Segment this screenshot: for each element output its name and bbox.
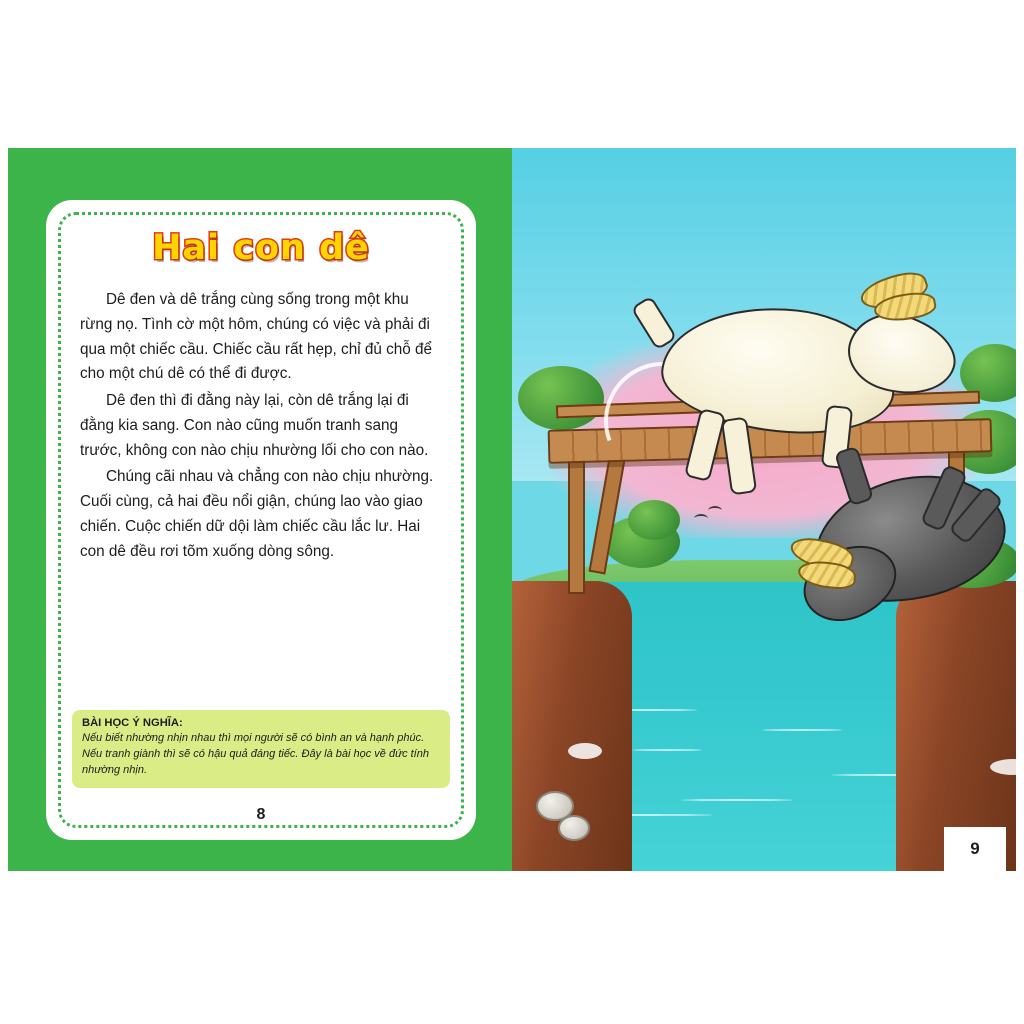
lesson-box bbox=[72, 710, 450, 788]
book-spread bbox=[8, 148, 1016, 871]
page-number-right: 9 bbox=[970, 839, 980, 858]
story-paragraph: Chúng cãi nhau và chẳng con nào chịu nhường. Cuối cùng, cả hai đều nổi giận, chúng lao vào giao chiến. Cuộc chiến dữ dội làm chiếc cầu lắc lư. Hai con dê đều rơi tõm xuống dòng sông. bbox=[80, 468, 434, 560]
story-text-card bbox=[46, 200, 476, 840]
rock bbox=[558, 815, 590, 841]
bird-icon bbox=[694, 514, 708, 523]
bird-icon bbox=[708, 506, 722, 515]
lesson-heading: BÀI HỌC Ý NGHĨA: bbox=[82, 717, 183, 730]
water-ripple bbox=[762, 729, 842, 731]
page-number-left: 8 bbox=[256, 806, 266, 823]
lesson-text: Nếu biết nhường nhịn nhau thì mọi người sẽ có bình an và hạnh phúc. Nếu tranh giành thì sẽ có hậu quả đáng tiếc. Đây là bài học về đức tính nhường nhịn. bbox=[82, 732, 429, 777]
story-title: Hai con dê bbox=[152, 228, 370, 268]
right-page-illustration bbox=[512, 148, 1016, 871]
story-paragraph: Dê đen và dê trắng cùng sống trong một khu rừng nọ. Tình cờ một hôm, chúng có việc và phải đi qua một chiếc cầu. Chiếc cầu rất hẹp, chỉ đủ chỗ để cho một chú dê có thể đi được. bbox=[80, 291, 433, 383]
water-splash bbox=[568, 743, 602, 759]
bush bbox=[628, 500, 680, 540]
water-ripple bbox=[682, 799, 792, 801]
bush bbox=[518, 366, 604, 430]
left-page bbox=[8, 148, 512, 871]
water-ripple bbox=[632, 749, 702, 751]
story-paragraph: Dê đen thì đi đằng này lại, còn dê trắng lại đi đằng kia sang. Con nào cũng muốn tranh sang trước, không con nào chịu nhường lối cho con nào. bbox=[80, 392, 429, 459]
story-body bbox=[80, 288, 442, 566]
